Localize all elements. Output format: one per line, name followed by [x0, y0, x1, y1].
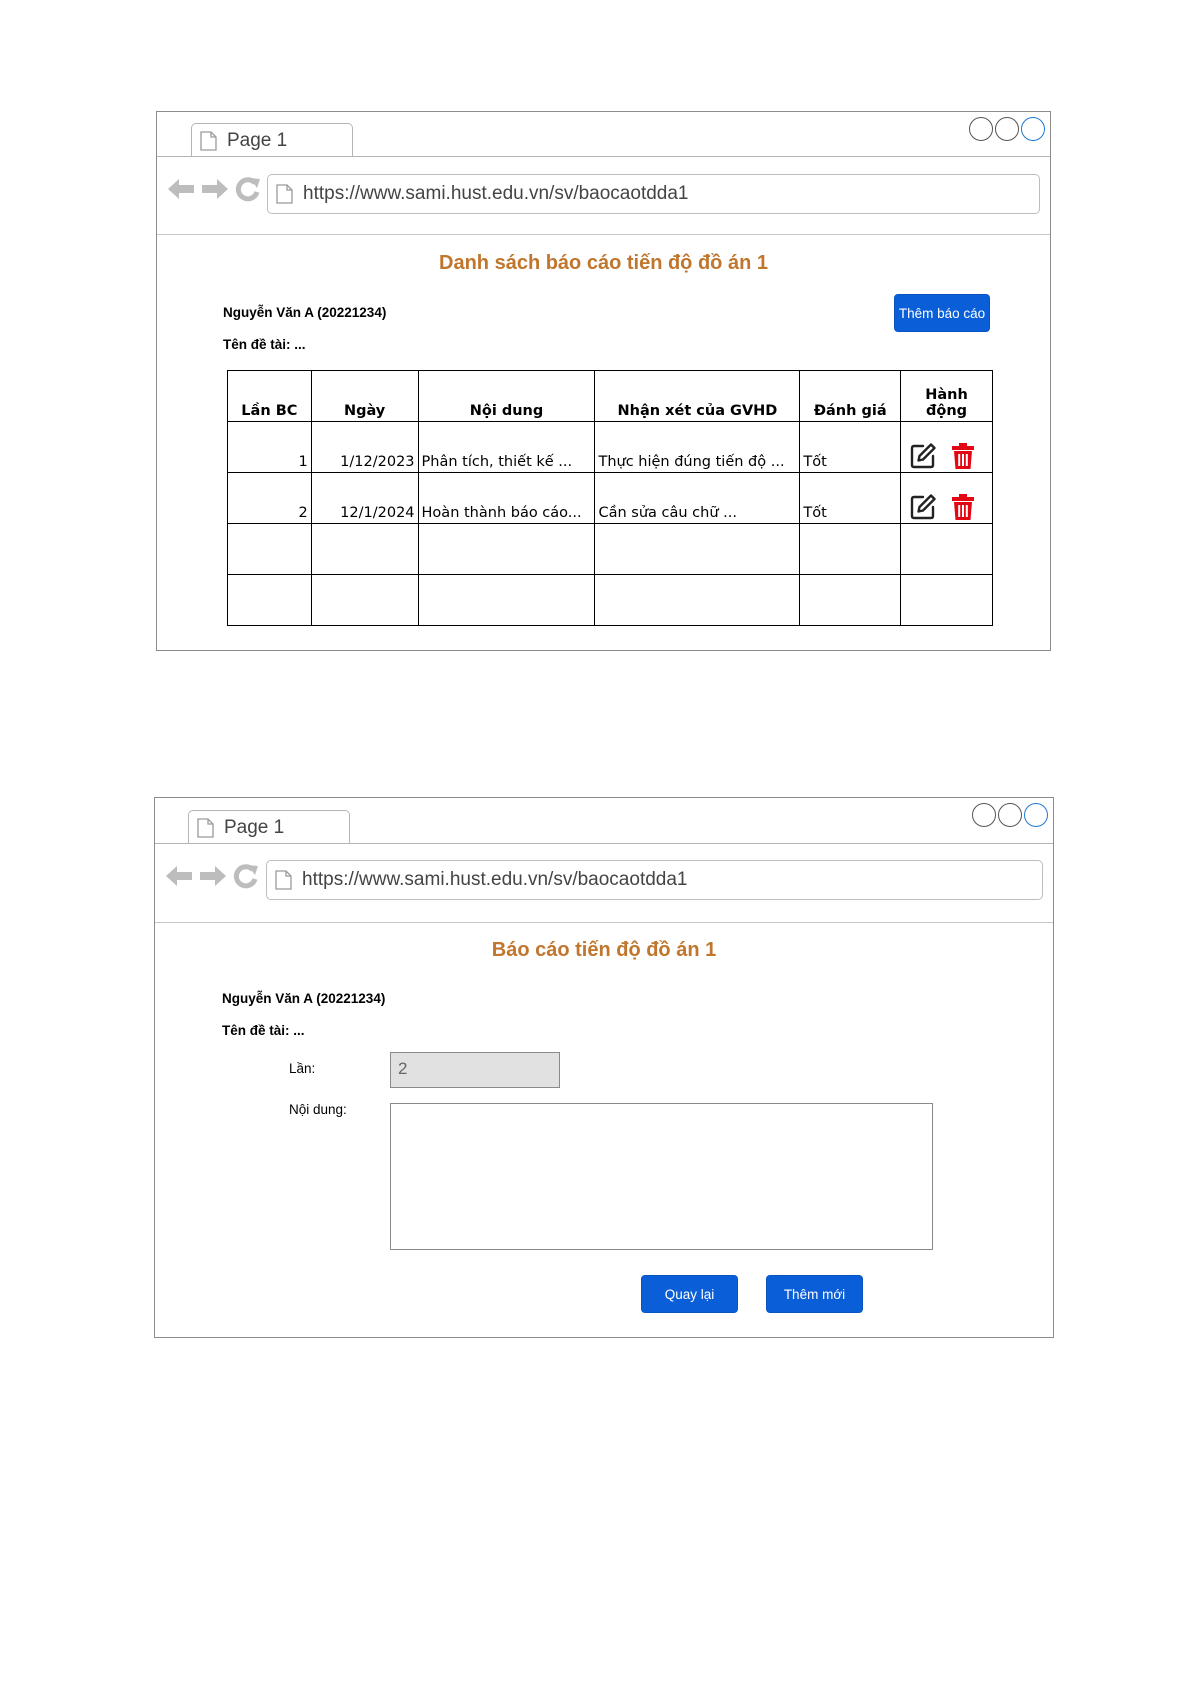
tab-divider: [157, 156, 1050, 157]
cell-date: 1/12/2023: [311, 422, 418, 473]
content-textarea[interactable]: [390, 1103, 933, 1250]
lan-label: Lần:: [289, 1061, 316, 1076]
cell-date: 12/1/2024: [311, 473, 418, 524]
header-divider: [155, 922, 1053, 923]
trash-icon[interactable]: [951, 493, 975, 521]
minimize-button[interactable]: [969, 117, 993, 141]
header-lan-bc: Lần BC: [228, 371, 312, 422]
document-icon: [276, 184, 293, 204]
minimize-button[interactable]: [972, 803, 996, 827]
header-hanh-dong: Hành động: [901, 371, 993, 422]
student-info: Nguyễn Văn A (20221234): [222, 991, 386, 1006]
nav-buttons: [165, 863, 259, 889]
edit-icon[interactable]: [909, 442, 937, 470]
header-nhan-xet: Nhận xét của GVHD: [595, 371, 800, 422]
reload-icon[interactable]: [235, 176, 261, 202]
page-title: Danh sách báo cáo tiến độ đồ án 1: [439, 252, 768, 274]
lan-field: 2: [390, 1052, 560, 1088]
page-title: Báo cáo tiến độ đồ án 1: [491, 939, 717, 961]
document-icon: [197, 818, 214, 838]
back-arrow-icon[interactable]: [165, 864, 193, 888]
trash-icon[interactable]: [951, 442, 975, 470]
table-row: [228, 473, 993, 524]
header-divider: [157, 234, 1050, 235]
browser-tab[interactable]: [191, 123, 353, 157]
document-icon: [275, 870, 292, 890]
tab-label: Page 1: [224, 816, 285, 838]
student-info: Nguyễn Văn A (20221234): [223, 305, 387, 320]
table-row-empty: [228, 524, 993, 575]
table-row: [228, 422, 993, 473]
close-button[interactable]: [1021, 117, 1045, 141]
tab-divider: [155, 843, 1053, 844]
url-text: https://www.sami.hust.edu.vn/sv/baocaotdda1: [303, 183, 689, 204]
cell-content: Phân tích, thiết kế ...: [418, 422, 595, 473]
add-new-button[interactable]: Thêm mới: [766, 1275, 863, 1313]
nav-buttons: [167, 176, 261, 202]
cell-actions: [901, 473, 993, 524]
back-button[interactable]: Quay lại: [641, 1275, 738, 1313]
cell-actions: [901, 422, 993, 473]
add-report-button[interactable]: Thêm báo cáo: [894, 294, 990, 332]
window-controls: [969, 117, 1045, 141]
browser-window-report-list: [156, 111, 1051, 651]
maximize-button[interactable]: [995, 117, 1019, 141]
cell-rating: Tốt: [800, 473, 901, 524]
topic-info: Tên đề tài: ...: [223, 337, 306, 352]
cell-content: Hoàn thành báo cáo...: [418, 473, 595, 524]
url-bar[interactable]: [267, 174, 1040, 214]
header-danh-gia: Đánh giá: [800, 371, 901, 422]
browser-window-report-form: [154, 797, 1054, 1338]
tab-label: Page 1: [227, 129, 288, 151]
forward-arrow-icon[interactable]: [201, 177, 229, 201]
header-noi-dung: Nội dung: [418, 371, 595, 422]
table-header-row: [228, 371, 993, 422]
close-button[interactable]: [1024, 803, 1048, 827]
back-arrow-icon[interactable]: [167, 177, 195, 201]
cell-rating: Tốt: [800, 422, 901, 473]
topic-info: Tên đề tài: ...: [222, 1023, 305, 1038]
window-controls: [972, 803, 1048, 827]
browser-tab[interactable]: [188, 810, 350, 844]
url-bar[interactable]: [266, 860, 1043, 900]
reports-table: [227, 370, 993, 626]
maximize-button[interactable]: [998, 803, 1022, 827]
table-row-empty: [228, 575, 993, 626]
cell-comment: Cần sửa câu chữ ...: [595, 473, 800, 524]
forward-arrow-icon[interactable]: [199, 864, 227, 888]
edit-icon[interactable]: [909, 493, 937, 521]
header-ngay: Ngày: [311, 371, 418, 422]
document-icon: [200, 131, 217, 151]
content-label: Nội dung:: [289, 1102, 347, 1117]
cell-num: 2: [228, 473, 312, 524]
url-text: https://www.sami.hust.edu.vn/sv/baocaotdda1: [302, 869, 688, 890]
reload-icon[interactable]: [233, 863, 259, 889]
cell-comment: Thực hiện đúng tiến độ ...: [595, 422, 800, 473]
cell-num: 1: [228, 422, 312, 473]
